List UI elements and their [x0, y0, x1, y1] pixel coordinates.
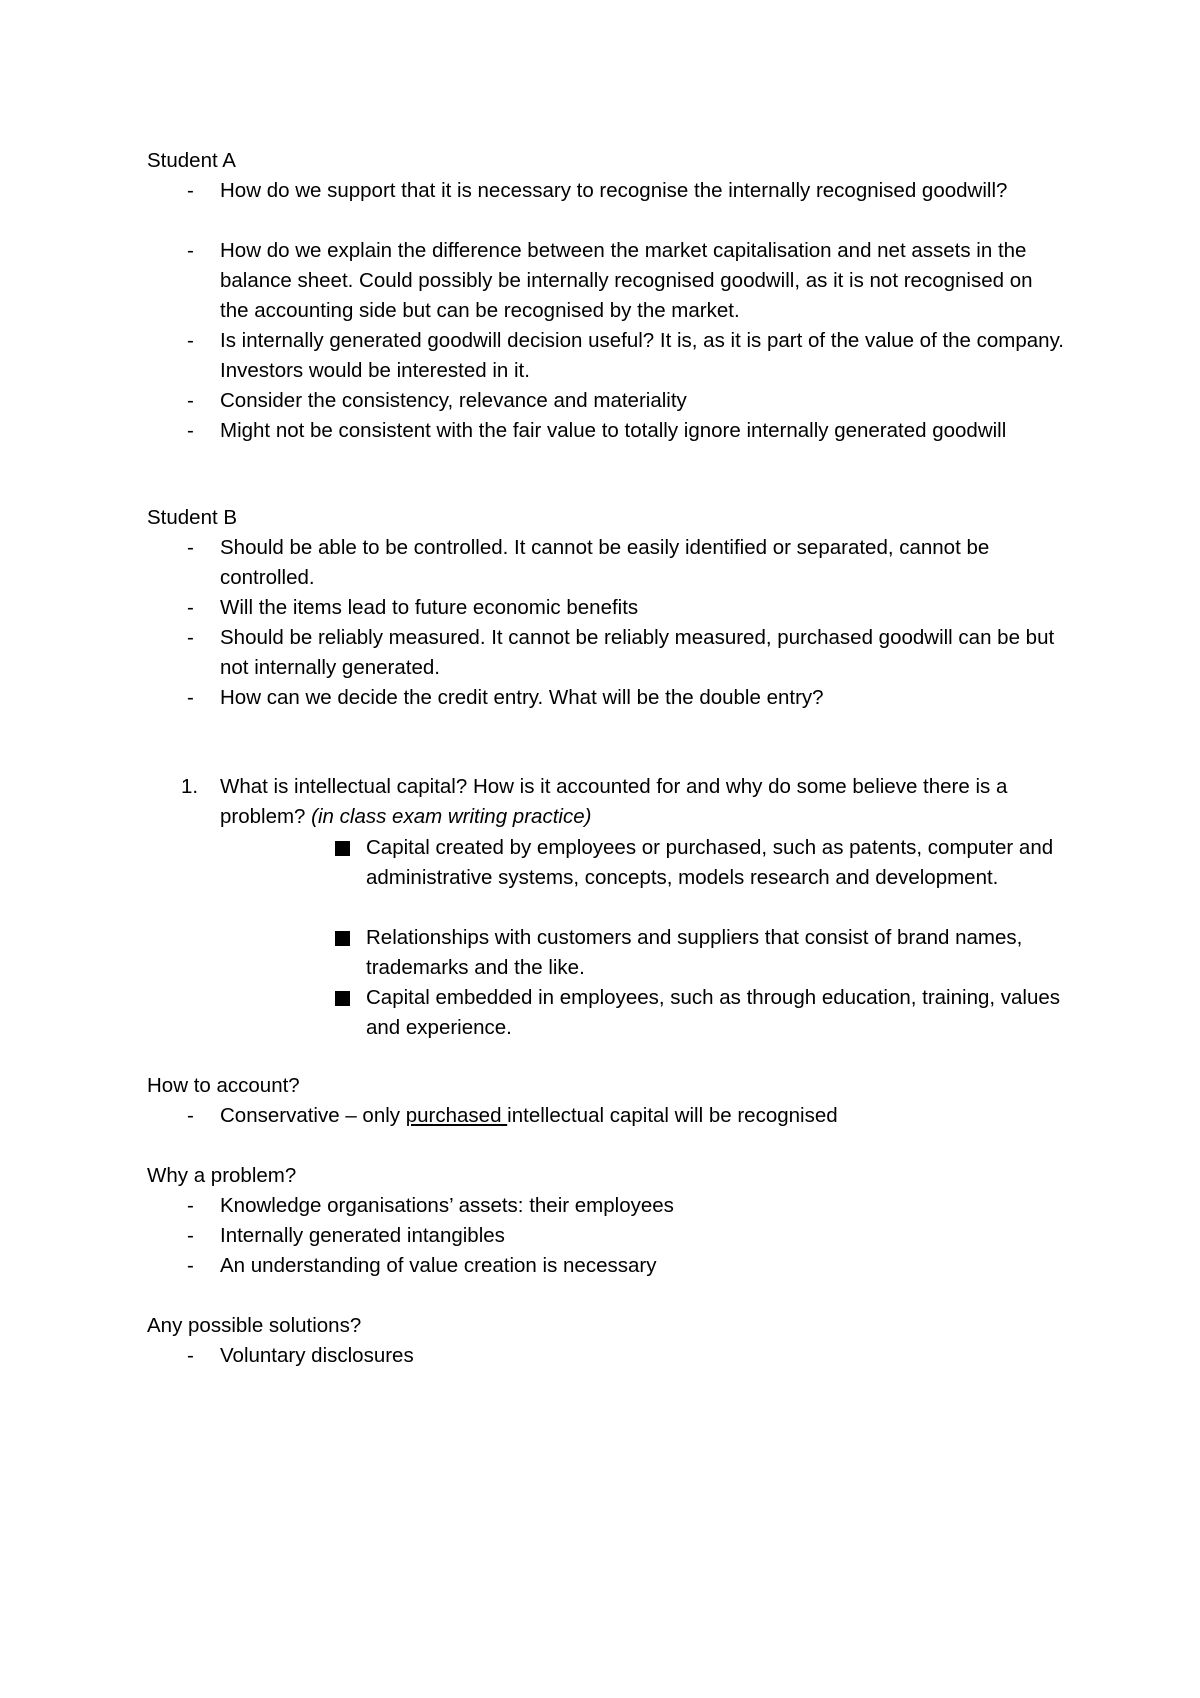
dash-bullet: - [187, 536, 194, 559]
student-b-heading: Student B [147, 506, 238, 529]
dash-bullet: - [187, 1344, 194, 1367]
student-a-item-text: Might not be consistent with the fair value to totally ignore internally generated goodwill [220, 419, 1007, 442]
question-text: What is intellectual capital? How is it accounted for and why do some believe there is a problem? [220, 775, 1008, 828]
student-a-item-text: Is internally generated goodwill decision useful? It is, as it is part of the value of the company. Investors would be interested in it. [220, 329, 1065, 382]
how-to-account-underlined: purchased [405, 1104, 508, 1127]
student-b-item-text: Should be able to be controlled. It cannot be easily identified or separated, cannot be controlled. [220, 536, 990, 589]
how-to-account-text [220, 1101, 1065, 1131]
dash-bullet: - [187, 1194, 194, 1217]
dash-bullet: - [187, 686, 194, 709]
square-bullet-text: Capital created by employees or purchased, such as patents, computer and administrative systems, concepts, models research and development. [366, 836, 1054, 889]
student-b-item-text: How can we decide the credit entry. What will be the double entry? [220, 686, 824, 709]
square-bullet-icon [335, 841, 350, 856]
square-bullet-text: Capital embedded in employees, such as through education, training, values and experience. [366, 986, 1061, 1039]
how-to-account-prefix: Conservative – only [220, 1104, 406, 1127]
dash-bullet: - [187, 239, 194, 262]
dash-bullet: - [187, 179, 194, 202]
solutions-heading: Any possible solutions? [147, 1314, 362, 1337]
dash-bullet: - [187, 329, 194, 352]
how-to-account-suffix: intellectual capital will be recognised [507, 1104, 838, 1127]
dash-bullet: - [187, 1254, 194, 1277]
student-a-item-text: How do we support that it is necessary to recognise the internally recognised goodwill? [220, 179, 1008, 202]
student-a-item-text: Consider the consistency, relevance and materiality [220, 389, 687, 412]
how-to-account-heading: How to account? [147, 1074, 300, 1097]
student-b-item-text: Will the items lead to future economic benefits [220, 596, 639, 619]
dash-bullet: - [187, 1104, 194, 1127]
dash-bullet: - [187, 626, 194, 649]
question-number: 1. [181, 775, 199, 798]
student-a-item-text: How do we explain the difference between the market capitalisation and net assets in the balance sheet. Could possibly be internally recognised goodwill, as it is not recognised on the accounting side but can be recognised by the market. [220, 239, 1033, 322]
why-problem-heading: Why a problem? [147, 1164, 297, 1187]
dash-bullet: - [187, 596, 194, 619]
why-problem-text: Internally generated intangibles [220, 1224, 505, 1247]
solutions-text: Voluntary disclosures [220, 1344, 414, 1367]
square-bullet-icon [335, 931, 350, 946]
student-a-heading: Student A [147, 149, 236, 172]
dash-bullet: - [187, 389, 194, 412]
question-text-block [220, 772, 1070, 832]
why-problem-text: An understanding of value creation is necessary [220, 1254, 657, 1277]
square-bullet-icon [335, 991, 350, 1006]
dash-bullet: - [187, 1224, 194, 1247]
dash-bullet: - [187, 419, 194, 442]
question-note: (in class exam writing practice) [311, 805, 592, 828]
why-problem-text: Knowledge organisations’ assets: their employees [220, 1194, 674, 1217]
student-b-item-text: Should be reliably measured. It cannot be reliably measured, purchased goodwill can be but not internally generated. [220, 626, 1055, 679]
square-bullet-text: Relationships with customers and suppliers that consist of brand names, trademarks and the like. [366, 926, 1023, 979]
